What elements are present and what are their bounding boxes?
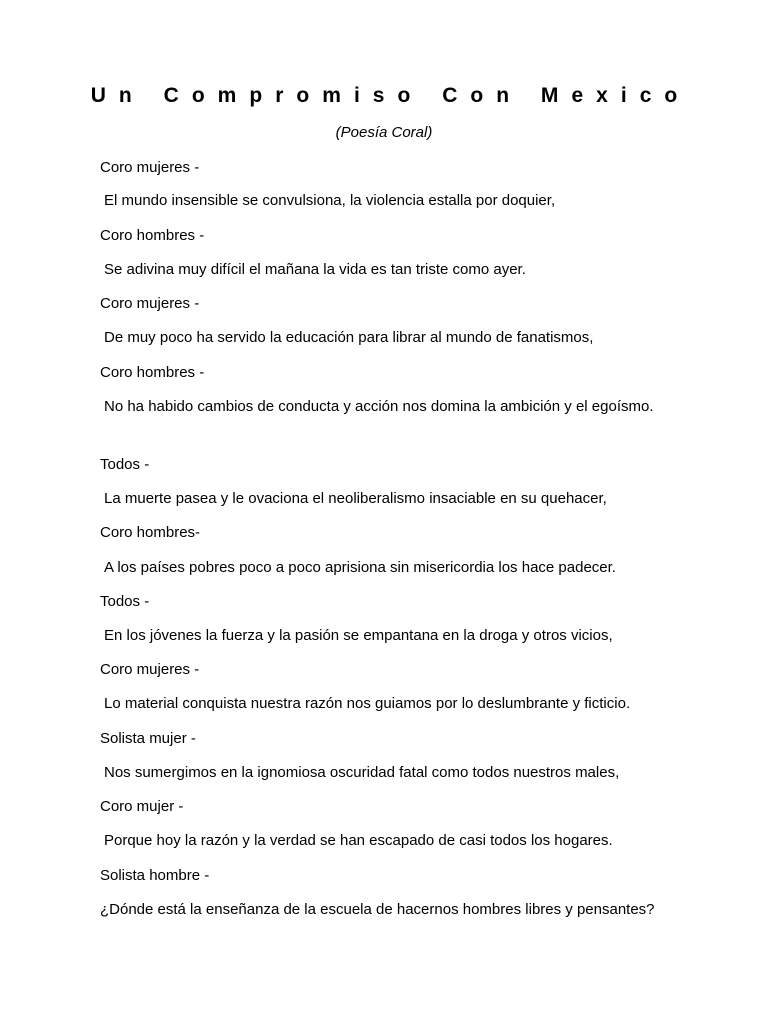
voice-label: Coro hombres - [100,364,205,381]
verse-line: Nos sumergimos en la ignomiosa oscuridad fatal como todos nuestros males, [104,764,620,781]
voice-label: Coro hombres- [100,524,201,541]
voice-label: Todos - [100,456,150,473]
voice-label: Solista mujer - [100,730,196,747]
verse-line: De muy poco ha servido la educación para librar al mundo de fanatismos, [104,329,594,346]
document-title: Un Compromiso Con Mexico [90,84,691,107]
verse-line: La muerte pasea y le ovaciona el neoliberalismo insaciable en su quehacer, [104,490,607,507]
verse-line: Porque hoy la razón y la verdad se han escapado de casi todos los hogares. [104,832,613,849]
verse-line: ¿Dónde está la enseñanza de la escuela de hacernos hombres libres y pensantes? [100,901,655,918]
voice-label: Coro mujer - [100,798,184,815]
verse-line: En los jóvenes la fuerza y la pasión se empantana en la droga y otros vicios, [104,627,613,644]
voice-label: Todos - [100,593,150,610]
voice-label: Solista hombre - [100,867,210,884]
verse-line: Lo material conquista nuestra razón nos guiamos por lo deslumbrante y ficticio. [104,695,631,712]
voice-label: Coro mujeres - [100,661,200,678]
document-subtitle: (Poesía Coral) [335,124,433,141]
voice-label: Coro mujeres - [100,295,200,312]
voice-label: Coro mujeres - [100,159,200,176]
verse-line: Se adivina muy difícil el mañana la vida es tan triste como ayer. [104,261,526,278]
verse-line: A los países pobres poco a poco aprisiona sin misericordia los hace padecer. [104,559,616,576]
verse-line: No ha habido cambios de conducta y acción nos domina la ambición y el egoísmo. [104,398,654,415]
verse-line: El mundo insensible se convulsiona, la violencia estalla por doquier, [104,192,556,209]
voice-label: Coro hombres - [100,227,205,244]
